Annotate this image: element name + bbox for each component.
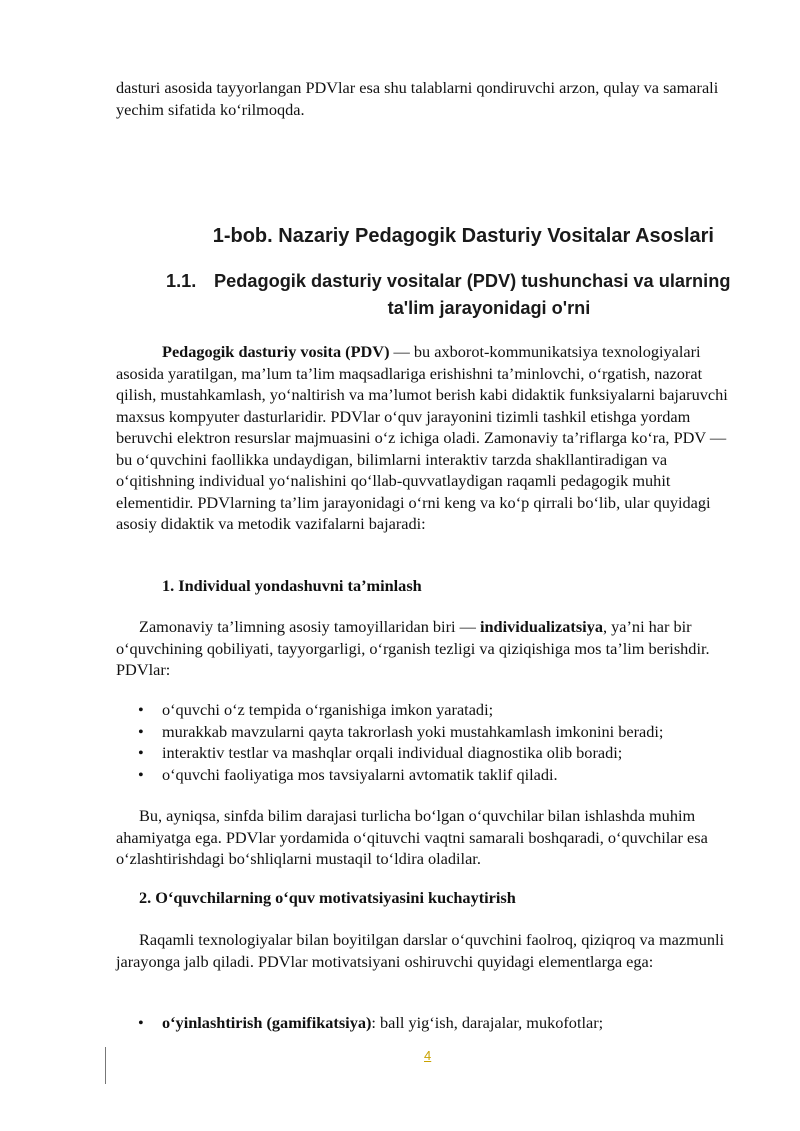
motivation-elements-list [116, 1012, 742, 1034]
definition-paragraph [116, 341, 742, 535]
intro-paragraph [116, 77, 742, 120]
section-number: 1.1. [166, 271, 197, 291]
classroom-paragraph: Bu, ayniqsa, sinfda bilim darajasi turlicha bo‘lgan o‘quvchilar bilan ishlashda muhim ahamiyatga ega. PDVlar yordamida o‘qituvchi vaqtni samarali boshqaradi, o‘quvchilar esa o‘zlashtirishdagi bo‘shliqlarni mustaqil to‘ldira oladilar. [116, 806, 708, 868]
pdv-benefits-list [116, 699, 756, 785]
section-title-line1: Pedagogik dasturiy vositalar (PDV) tushunchasi va ularning [214, 271, 731, 291]
individualization-paragraph: Zamonaviy ta’limning asosiy tamoyillaridan biri — individualizatsiya, ya’ni har bir o‘quvchining qobiliyati, tayyorgarligi, o‘rganish tezligi va qiziqishiga mos ta’lim berishdir. PDVlar: [116, 617, 710, 679]
subheading-motivation: 2. O‘quvchilarning o‘quv motivatsiyasini kuchaytirish [139, 888, 516, 907]
definition-term: Pedagogik dasturiy vosita (PDV) [162, 342, 390, 361]
list-item: • o‘quvchi faoliyatiga mos tavsiyalarni avtomatik taklif qiladi. [138, 764, 558, 784]
motivation-paragraph: Raqamli texnologiyalar bilan boyitilgan darslar o‘quvchini faolroq, qiziqroq va mazmunli jarayonga jalb qiladi. PDVlar motivatsiyani oshiruvchi quyidagi elementlarga ega: [116, 930, 725, 971]
bullet-icon: • [138, 721, 144, 741]
subheading-individual: 1. Individual yondashuvni ta’minlash [162, 576, 422, 595]
list-item: • o‘yinlashtirish (gamifikatsiya): ball yig‘ish, darajalar, mukofotlar; [138, 1013, 604, 1032]
definition-text: — bu axborot-kommunikatsiya texnologiyalari asosida yaratilgan, ma’lum ta’lim maqsadlariga erishishni ta’minlovchi, o‘rgatish, nazorat qilish, mustahkamlash, yo‘naltirish va ma’lumot berish kabi didaktik funksiyalarni bajaruvchi maxsus kompyuter dasturlaridir. PDVlar o‘quv jarayonini tizimli tashkil etishga yordam beruvchi elektron resurslar majmuasini o‘z ichiga oladi. Zamonaviy ta’riflarga ko‘ra, PDV — bu o‘quvchini faollikka undaydigan, bilimlarni interaktiv tarzda shakllantiradigan va o‘qitishning individual yo‘nalishini qo‘llab-quvvatlaydigan raqamli pedagogik muhit elementidir. PDVlarning ta’lim jarayonidagi o‘rni keng va ko‘p qirrali bo‘lib, ular quyidagi asosiy didaktik va metodik vazifalarni bajaradi: [116, 342, 728, 533]
margin-line [105, 1047, 106, 1084]
list-item: • interaktiv testlar va mashqlar orqali individual diagnostika olib boradi; [138, 743, 623, 762]
list-item: • o‘quvchi o‘z tempida o‘rganishiga imkon yaratadi; [138, 700, 494, 719]
bullet-icon: • [138, 743, 144, 762]
bullet-icon: • [138, 1013, 144, 1032]
list-item: • murakkab mavzularni qayta takrorlash yoki mustahkamlash imkonini beradi; [138, 721, 664, 741]
section-heading [116, 268, 742, 322]
page-number[interactable]: 4 [424, 1048, 432, 1063]
chapter-title: 1-bob. Nazariy Pedagogik Dasturiy Vositalar Asoslari [212, 225, 714, 247]
bullet-icon: • [138, 764, 144, 784]
bullet-icon: • [138, 700, 144, 719]
section-title-line2: ta'lim jarayonidagi o'rni [387, 298, 591, 318]
intro-text: dasturi asosida tayyorlangan PDVlar esa shu talablarni qondiruvchi arzon, qulay va samarali yechim sifatida ko‘rilmoqda. [116, 78, 719, 119]
individualization-term: individualizatsiya [479, 617, 603, 636]
